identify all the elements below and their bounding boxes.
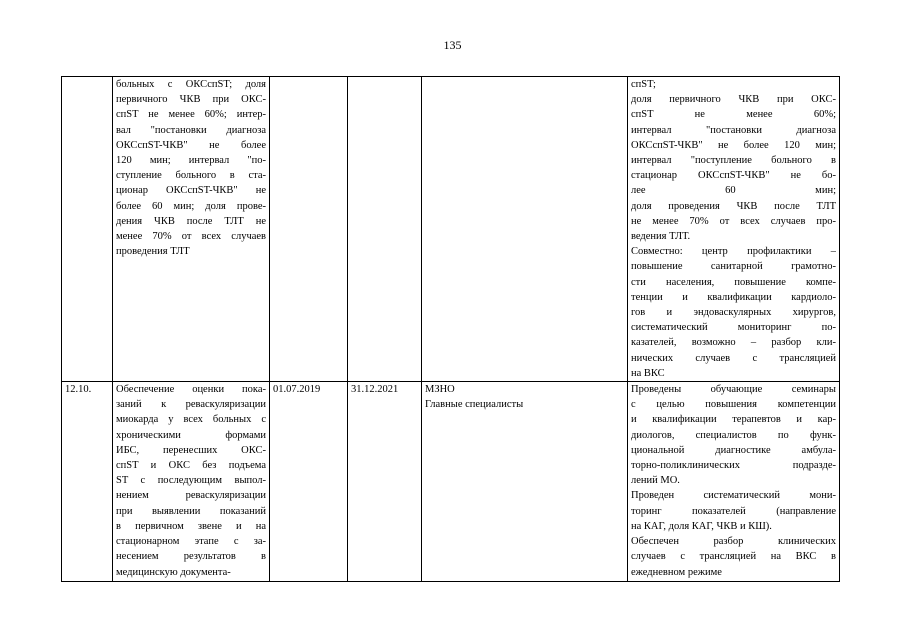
text-line: лений МО. bbox=[631, 475, 680, 487]
text-line: торно-поликлинических подразде- bbox=[631, 460, 836, 472]
plan-table bbox=[61, 76, 840, 582]
text-line: при выявлении показаний bbox=[116, 505, 266, 517]
text-line: Совместно: центр профилактики – bbox=[631, 246, 836, 258]
text-line: интервал "поступление больного в bbox=[631, 155, 836, 167]
cell-responsible bbox=[422, 77, 628, 382]
text-line: казателей, возможно – разбор кли- bbox=[631, 337, 836, 349]
text-line: в первичном звене и на bbox=[116, 520, 266, 532]
text-line: систематический мониторинг по- bbox=[631, 322, 836, 334]
text-line: сти населения, повышение компе- bbox=[631, 276, 836, 288]
text-line: случаев с трансляцией на ВКС в bbox=[631, 551, 836, 563]
text-line: МЗНО bbox=[425, 384, 455, 396]
text-line: тенции и квалификации кардиоло- bbox=[631, 291, 836, 303]
cell-start-date: 01.07.2019 bbox=[270, 382, 348, 582]
text-line: хроническими формами bbox=[116, 429, 266, 441]
text-line: ступление больного в ста- bbox=[116, 170, 266, 182]
text-line: и квалификации терапевтов и кар- bbox=[631, 414, 836, 426]
cell-responsible bbox=[422, 382, 628, 582]
cell-end-date bbox=[348, 77, 422, 382]
text-line: стационарном этапе с за- bbox=[116, 536, 266, 548]
page-number: 135 bbox=[443, 38, 462, 52]
text-line: с целью повышения компетенции bbox=[631, 399, 836, 411]
text-line: нением реваскуляризации bbox=[116, 490, 266, 502]
text-line: несением результатов в bbox=[116, 551, 266, 563]
text-line: Обеспечение оценки пока- bbox=[116, 384, 266, 396]
cell-event bbox=[113, 77, 270, 382]
text-line: дения ЧКВ после ТЛТ не bbox=[116, 215, 266, 227]
text-line: заний к реваскуляризации bbox=[116, 399, 266, 411]
text-line: гов и эндоваскулярных хирургов, bbox=[631, 307, 836, 319]
cell-event bbox=[113, 382, 270, 582]
text-line: спST не менее 60%; bbox=[631, 109, 836, 121]
text-line: миокарда у всех больных с bbox=[116, 414, 266, 426]
table-row bbox=[62, 77, 840, 382]
text-line: ведения ТЛТ. bbox=[631, 231, 691, 243]
text-line: вал "постановки диагноза bbox=[116, 124, 266, 136]
cell-result bbox=[628, 382, 840, 582]
cell-number: 12.10. bbox=[62, 382, 113, 582]
text-line: ОКСспST-ЧКВ" не более 120 мин; bbox=[631, 139, 836, 151]
text-line: спST; bbox=[631, 79, 656, 90]
text-line: лее 60 мин; bbox=[631, 185, 836, 197]
text-line: стационар ОКСспST-ЧКВ" не бо- bbox=[631, 170, 836, 182]
cell-end-date: 31.12.2021 bbox=[348, 382, 422, 582]
text-line: ежедневном режиме bbox=[631, 566, 722, 578]
text-line: интервал "постановки диагноза bbox=[631, 124, 836, 136]
text-line: доля проведения ЧКВ после ТЛТ bbox=[631, 200, 836, 212]
text-line: ционар ОКСспST-ЧКВ" не bbox=[116, 185, 266, 197]
text-line: торинг показателей (направление bbox=[631, 505, 836, 517]
text-line: ОКСспST-ЧКВ" не более bbox=[116, 139, 266, 151]
text-line: более 60 мин; доля прове- bbox=[116, 200, 266, 212]
text-line: нических случаев с трансляцией bbox=[631, 352, 836, 364]
text-line: на ВКС bbox=[631, 367, 665, 379]
cell-start-date bbox=[270, 77, 348, 382]
text-line: Проведены обучающие семинары bbox=[631, 384, 836, 396]
text-line: доля первичного ЧКВ при ОКС- bbox=[631, 94, 836, 106]
cell-result bbox=[628, 77, 840, 382]
text-line: Главные специалисты bbox=[425, 399, 524, 411]
text-line: спST не менее 60%; интер- bbox=[116, 109, 266, 121]
text-line: проведения ТЛТ bbox=[116, 246, 190, 258]
text-line: спST и ОКС без подъема bbox=[116, 460, 266, 472]
text-line: на КАГ, доля КАГ, ЧКВ и КШ). bbox=[631, 520, 772, 532]
cell-number bbox=[62, 77, 113, 382]
text-line: повышение санитарной грамотно- bbox=[631, 261, 836, 273]
text-line: Обеспечен разбор клинических bbox=[631, 536, 836, 548]
text-line: первичного ЧКВ при ОКС- bbox=[116, 94, 266, 106]
table-row bbox=[62, 382, 840, 582]
text-line: больных с ОКСспST; доля bbox=[116, 79, 266, 90]
text-line: не менее 70% от всех случаев про- bbox=[631, 215, 836, 227]
text-line: диологов, специалистов по функ- bbox=[631, 429, 836, 441]
text-line: менее 70% от всех случаев bbox=[116, 231, 266, 243]
text-line: ИБС, перенесших ОКС- bbox=[116, 444, 266, 456]
text-line: медицинскую документа- bbox=[116, 566, 231, 578]
text-line: циональной диагностике амбула- bbox=[631, 444, 836, 456]
text-line: ST с последующим выпол- bbox=[116, 475, 266, 487]
text-line: Проведен систематический мони- bbox=[631, 490, 836, 502]
text-line: 120 мин; интервал "по- bbox=[116, 155, 266, 167]
